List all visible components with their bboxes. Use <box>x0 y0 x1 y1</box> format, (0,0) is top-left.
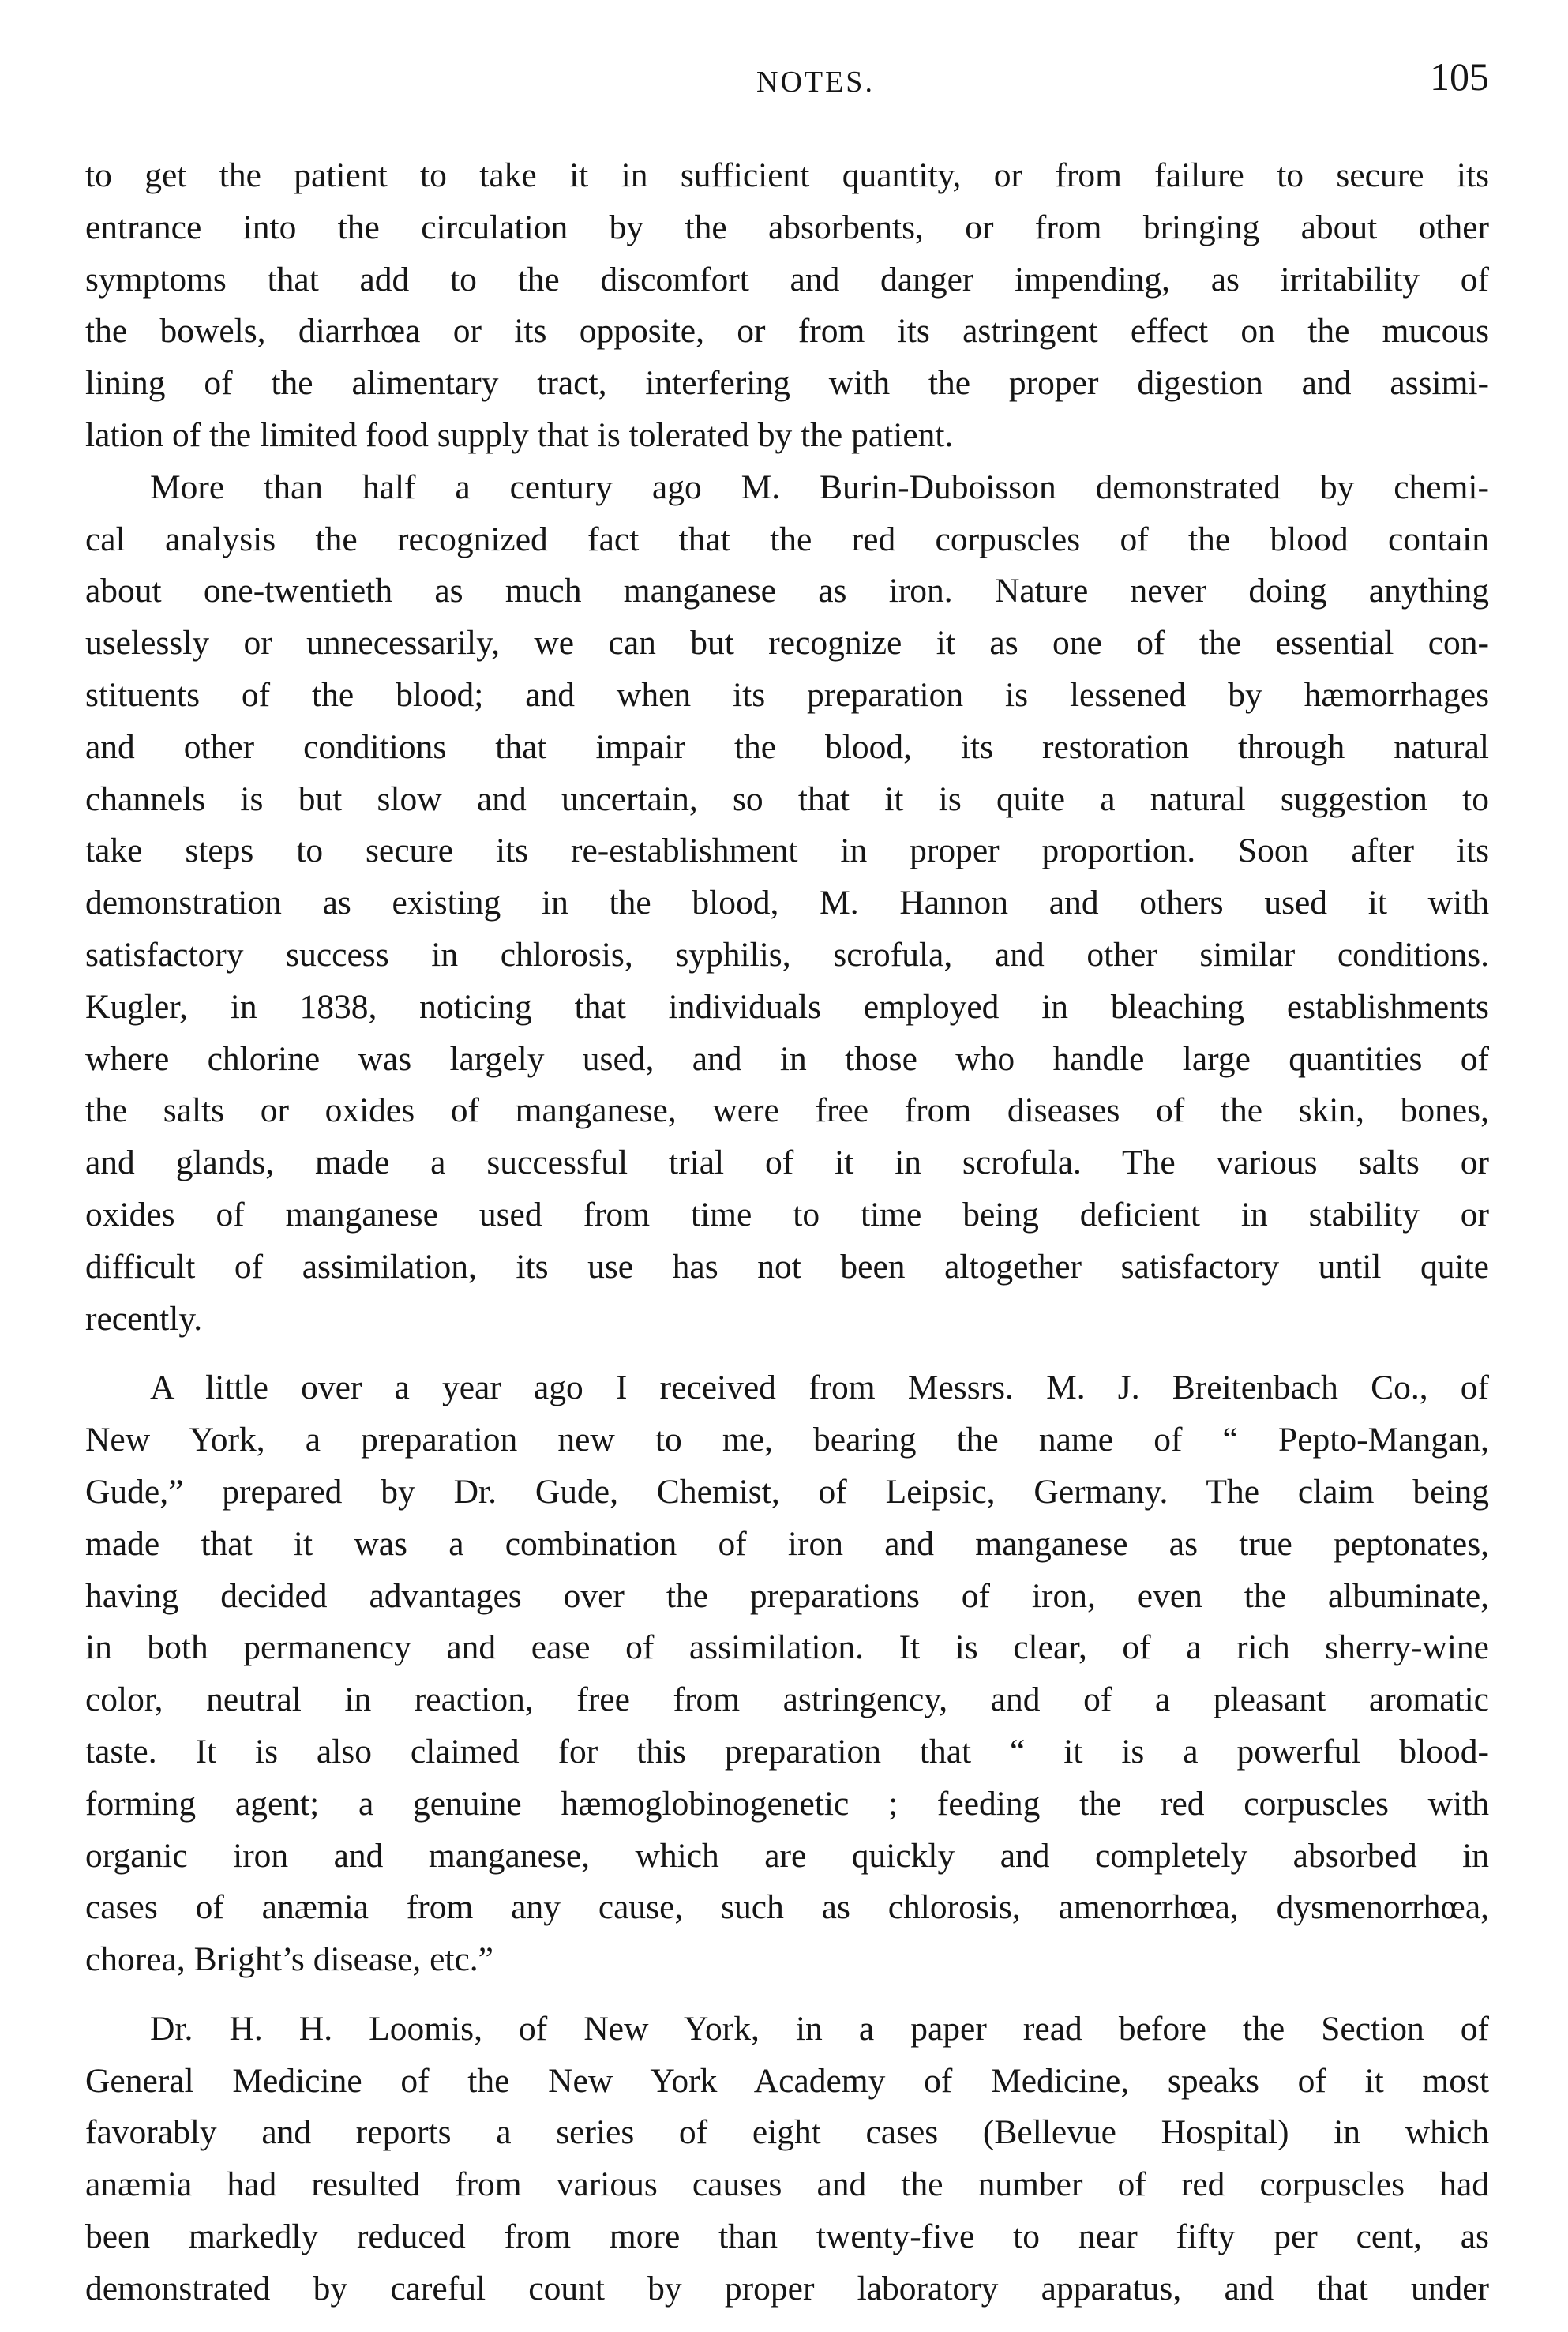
text-line: General Medicine of the New York Academy of Medicine, speaks of it most <box>85 2061 1489 2100</box>
text-line: More than half a century ago M. Burin-Duboisson demonstrated by chemi- <box>150 468 1489 506</box>
text-line: and glands, made a successful trial of it in scrofula. The various salts or <box>85 1143 1489 1182</box>
text-line: demonstration as existing in the blood, M. Hannon and others used it with <box>85 884 1489 922</box>
paragraph-continuation <box>85 150 1489 462</box>
text-line: lation of the limited food supply that is tolerated by the patient. <box>85 415 954 454</box>
text-line: channels is but slow and uncertain, so that it is quite a natural suggestion to <box>85 779 1489 818</box>
text-line: in both permanency and ease of assimilation. It is clear, of a rich sherry-wine <box>85 1628 1489 1667</box>
text-line: favorably and reports a series of eight cases (Bellevue Hospital) in which <box>85 2113 1489 2152</box>
text-line: Gude,” prepared by Dr. Gude, Chemist, of Leipsic, Germany. The claim being <box>85 1472 1489 1511</box>
text-line: cal analysis the recognized fact that the red corpuscles of the blood contain <box>85 520 1489 558</box>
body-text <box>85 150 1489 2315</box>
text-line: color, neutral in reaction, free from astringency, and of a pleasant aromatic <box>85 1680 1489 1719</box>
paragraph-manganese-history <box>85 462 1489 1346</box>
text-line: having decided advantages over the preparations of iron, even the albuminate, <box>85 1576 1489 1615</box>
text-line: stituents of the blood; and when its preparation is lessened by hæmorrhages <box>85 675 1489 714</box>
text-line: to get the patient to take it in sufficient quantity, or from failure to secure its <box>85 156 1489 194</box>
text-line: taste. It is also claimed for this preparation that “ it is a powerful blood- <box>85 1732 1489 1771</box>
text-line: uselessly or unnecessarily, we can but recognize it as one of the essential con- <box>85 624 1489 663</box>
text-line: and other conditions that impair the blood, its restoration through natural <box>85 727 1489 766</box>
text-line: A little over a year ago I received from Messrs. M. J. Breitenbach Co., of <box>150 1369 1489 1407</box>
page-number: 105 <box>1430 54 1489 99</box>
text-line: demonstrated by careful count by proper laboratory apparatus, and that under <box>85 2269 1489 2308</box>
text-line: satisfactory success in chlorosis, syphilis, scrofula, and other similar conditions. <box>85 935 1489 974</box>
text-line: symptoms that add to the discomfort and danger impending, as irritability of <box>85 260 1489 299</box>
text-line: the bowels, diarrhœa or its opposite, or from its astringent effect on the mucous <box>85 312 1489 351</box>
running-head <box>85 54 1489 109</box>
text-line: take steps to secure its re-establishment in proper proportion. Soon after its <box>85 832 1489 870</box>
text-line: Dr. H. H. Loomis, of New York, in a paper read before the Section of <box>150 2009 1489 2048</box>
text-line: anæmia had resulted from various causes and the number of red corpuscles had <box>85 2165 1489 2204</box>
paragraph-loomis-report <box>85 2003 1489 2315</box>
text-line: where chlorine was largely used, and in those who handle large quantities of <box>85 1039 1489 1078</box>
text-line: lining of the alimentary tract, interfering with the proper digestion and assimi- <box>85 364 1489 403</box>
text-line: organic iron and manganese, which are quickly and completely absorbed in <box>85 1836 1489 1875</box>
text-line: Kugler, in 1838, noticing that individuals employed in bleaching establishments <box>85 987 1489 1026</box>
text-line: difficult of assimilation, its use has not been altogether satisfactory until quite <box>85 1247 1489 1286</box>
text-line: entrance into the circulation by the absorbents, or from bringing about other <box>85 208 1489 246</box>
text-line: been markedly reduced from more than twenty-five to near fifty per cent, as <box>85 2217 1489 2256</box>
text-line: chorea, Bright’s disease, etc.” <box>85 1940 493 1979</box>
text-line: forming agent; a genuine hæmoglobinogenetic ; feeding the red corpuscles with <box>85 1784 1489 1823</box>
text-line: oxides of manganese used from time to time being deficient in stability or <box>85 1195 1489 1234</box>
text-line: about one-twentieth as much manganese as iron. Nature never doing anything <box>85 572 1489 610</box>
text-line: recently. <box>85 1299 203 1338</box>
text-line: cases of anæmia from any cause, such as chlorosis, amenorrhœa, dysmenorrhœa, <box>85 1888 1489 1927</box>
text-line: made that it was a combination of iron and manganese as true peptonates, <box>85 1524 1489 1563</box>
paragraph-pepto-mangan <box>85 1362 1489 1986</box>
running-title: NOTES. <box>756 66 875 99</box>
text-line: New York, a preparation new to me, bearing the name of “ Pepto-Mangan, <box>85 1421 1489 1459</box>
text-line: the salts or oxides of manganese, were free from diseases of the skin, bones, <box>85 1091 1489 1130</box>
